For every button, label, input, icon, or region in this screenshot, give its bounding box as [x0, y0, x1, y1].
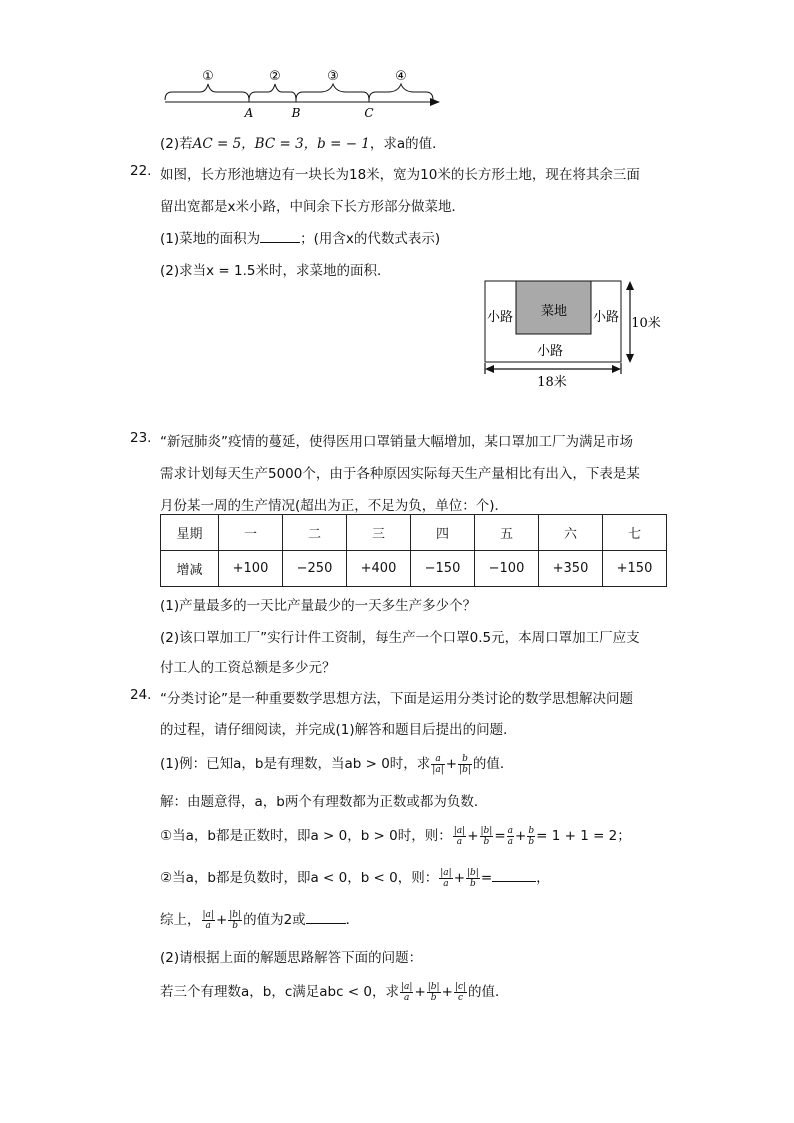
- fraction-abs-a-over-a: $\frac{|a|}{a}$: [453, 825, 466, 847]
- q24-stem-line2: 的过程，请仔细阅读，并完成(1)解答和题目后提出的问题．: [160, 722, 517, 738]
- summary-answer-blank[interactable]: [306, 911, 346, 924]
- q22-stem-line2: 留出宽都是x米小路，中间余下长方形部分做菜地．: [160, 199, 465, 215]
- row-header-change: 增减: [161, 551, 219, 587]
- fraction-abs-b-over-b: $\frac{|b|}{b}$: [467, 867, 479, 889]
- day-cell: 七: [603, 515, 667, 551]
- point-label-b: B: [291, 106, 301, 120]
- fraction-abs-c-over-c: $\frac{|c|}{c}$: [454, 981, 467, 1003]
- point-label-a: A: [244, 106, 254, 120]
- segment-label-4: ④: [395, 69, 407, 84]
- q23-stem-line2: 需求计划每天生产5000个，由于各种原因实际每天生产量相比有出入，下表是某: [160, 466, 640, 482]
- change-cell: −100: [475, 551, 539, 587]
- fraction-abs-b-over-b: $\frac{|b|}{b}$: [427, 981, 440, 1003]
- fraction-abs-b-over-b: $\frac{|b|}{b}$: [229, 909, 242, 931]
- fraction-abs-a-over-a: $\frac{|a|}{a}$: [440, 867, 452, 889]
- q23-number: 23.: [130, 430, 152, 446]
- table-row: [161, 551, 667, 587]
- q22-answer-blank[interactable]: [260, 230, 300, 243]
- fraction-b-over-abs-b: $\frac{b}{|b|}$: [459, 753, 471, 775]
- number-line-figure: [160, 64, 450, 120]
- height-label: 10米: [631, 316, 661, 331]
- segment-label-3: ③: [327, 69, 339, 84]
- q21-part2-math: AC = 5，BC = 3，b = − 1: [192, 136, 370, 152]
- q22-part2: (2)求当x = 1.5米时，求菜地的面积．: [160, 263, 391, 279]
- day-cell: 六: [539, 515, 603, 551]
- q23-part2-line2: 付工人的工资总额是多少元？: [160, 660, 336, 676]
- change-cell: +350: [539, 551, 603, 587]
- fraction-abs-b-over-b: $\frac{|b|}{b}$: [480, 825, 493, 847]
- day-cell: 四: [411, 515, 475, 551]
- day-cell: 三: [347, 515, 411, 551]
- table-row: [161, 515, 667, 551]
- left-path-label: 小路: [486, 310, 514, 325]
- q24-solution-intro: 解：由题意得，a，b两个有理数都为正数或都为负数．: [160, 794, 488, 810]
- day-cell: 一: [219, 515, 283, 551]
- q24-number: 24.: [130, 687, 152, 703]
- change-cell: +100: [219, 551, 283, 587]
- q24-summary: 综上， $\frac{|a|}{a}$ + $\frac{|b|}{b}$ 的值为2或 ．: [160, 909, 360, 931]
- q24-example: (1)例：已知a，b是有理数，当ab > 0时，求 $\frac{a}{|a|}$ + $\frac{b}{|b|}$ 的值．: [160, 753, 514, 775]
- change-cell: +400: [347, 551, 411, 587]
- bottom-path-label: 小路: [536, 344, 564, 359]
- q22-number: 22.: [130, 163, 152, 179]
- q24-part2: 若三个有理数a，b，c满足abc < 0，求 $\frac{|a|}{a}$ + $\frac{|b|}{b}$ + $\frac{|c|}{c}$ 的值．: [160, 981, 509, 1003]
- q21-part2: (2)若AC = 5，BC = 3，b = − 1，求a的值．: [160, 136, 446, 152]
- change-cell: −150: [411, 551, 475, 587]
- q22-field-figure: [482, 280, 672, 390]
- q22-part1: (1)菜地的面积为 ；(用含x的代数式表示): [160, 231, 441, 247]
- fraction-a-over-abs-a: $\frac{a}{|a|}$: [432, 753, 444, 775]
- q24-part2-intro: (2)请根据上面的解题思路解答下面的问题：: [160, 950, 423, 966]
- q24-case2: ②当a，b都是负数时，即a < 0，b < 0，则： $\frac{|a|}{a}$ + $\frac{|b|}{b}$ = ，: [160, 867, 550, 889]
- point-label-c: C: [364, 106, 374, 120]
- fraction-abs-a-over-a: $\frac{|a|}{a}$: [401, 981, 413, 1003]
- q23-stem-line3: 月份某一周的生产情况(超出为正，不足为负，单位：个)．: [160, 498, 509, 514]
- fraction-a-over-a: $\frac{a}{a}$: [507, 825, 514, 847]
- change-cell: −250: [283, 551, 347, 587]
- q24-stem-line1: “分类讨论”是一种重要数学思想方法，下面是运用分类讨论的数学思想解决问题: [160, 691, 633, 707]
- width-label: 18米: [537, 375, 567, 390]
- change-cell: +150: [603, 551, 667, 587]
- fraction-b-over-b: $\frac{b}{b}$: [528, 825, 535, 847]
- q24-case1: ①当a，b都是正数时，即a > 0，b > 0时，则： $\frac{|a|}{a}$ + $\frac{|b|}{b}$ = $\frac{a}{a}$ + $\frac{b}{b}$ = 1 + 1 = 2；: [160, 825, 631, 847]
- q23-part1: (1)产量最多的一天比产量最少的一天多生产多少个？: [160, 598, 477, 614]
- q22-stem-line1: 如图，长方形池塘边有一块长为18米，宽为10米的长方形土地，现在将其余三面: [160, 167, 640, 183]
- q23-part2-line1: (2)该口罩加工厂”实行计件工资制，每生产一个口罩0.5元，本周口罩加工厂应支: [160, 630, 640, 646]
- q23-stem-line1: “新冠肺炎”疫情的蔓延，使得医用口罩销量大幅增加，某口罩加工厂为满足市场: [160, 434, 633, 450]
- vegetable-plot-label: 菜地: [540, 304, 568, 319]
- segment-label-2: ②: [269, 69, 281, 84]
- segment-label-1: ①: [202, 69, 214, 84]
- day-cell: 二: [283, 515, 347, 551]
- fraction-abs-a-over-a: $\frac{|a|}{a}$: [202, 909, 214, 931]
- case2-answer-blank[interactable]: [492, 869, 536, 882]
- production-table: [160, 514, 667, 587]
- day-cell: 五: [475, 515, 539, 551]
- right-path-label: 小路: [592, 310, 620, 325]
- row-header-weekday: 星期: [161, 515, 219, 551]
